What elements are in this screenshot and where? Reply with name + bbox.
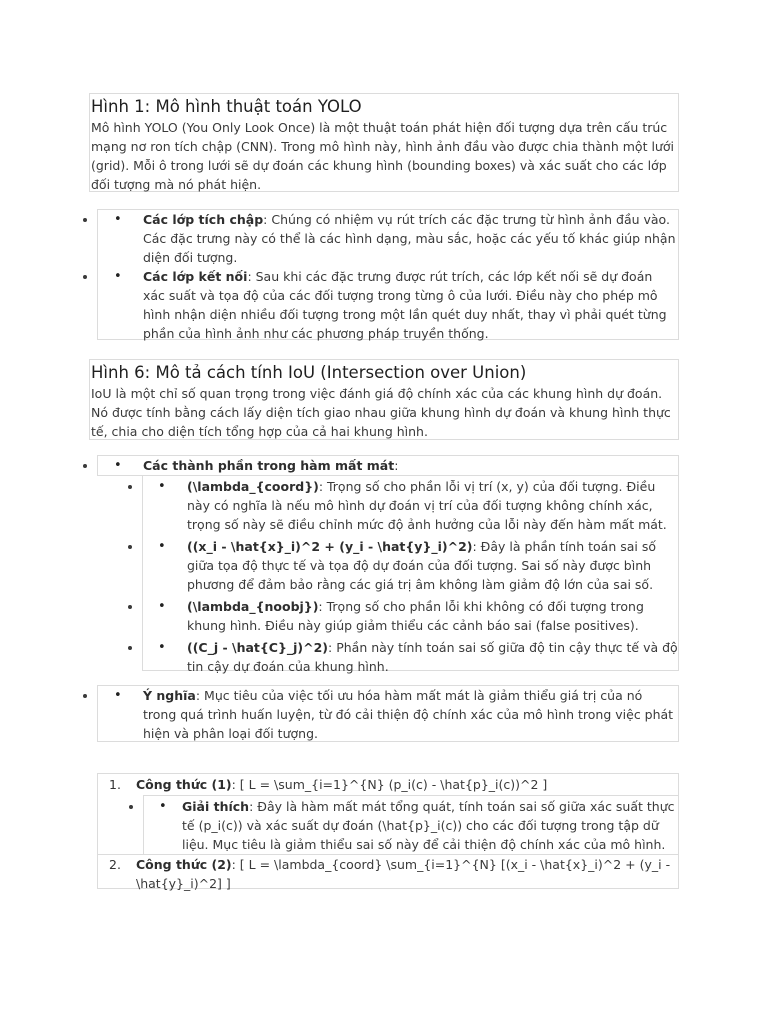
bullet-term: Giải thích [182,799,250,814]
yolo-layers-list [98,210,678,343]
list-item [98,456,678,475]
formula-item [98,855,678,893]
bullet-term: (\lambda_{coord}) [187,479,319,494]
formula-item [98,775,678,794]
meaning-block [97,685,679,742]
list-item [144,797,678,854]
list-item [98,267,678,343]
loss-components-sublist-block [142,475,679,674]
formula-explanation-list [144,797,678,854]
formula-term: Công thức (2) [136,857,232,872]
formula-list [98,775,678,794]
bullet-term: (\lambda_{noobj}) [187,599,319,614]
loss-components-block [97,455,679,476]
list-item [98,210,678,267]
section-heading-yolo: Hình 1: Mô hình thuật toán YOLO [91,97,362,116]
bullet-text: : Đây là hàm mất mát tổng quát, tính toán sai số giữa xác suất thực tế (p_i(c)) và xác suất dự đoán (\hat{p}_i(c)) cho các đối tượng trong tập dữ liệu. Mục tiêu là giảm thiểu sai số này để cải thiện độ chính xác của mô hình. [182,799,675,852]
bullet-term: Các lớp tích chập [143,212,264,227]
yolo-layers-list-block [97,209,679,340]
section-heading-iou: Hình 6: Mô tả cách tính IoU (Intersection over Union) [91,363,527,382]
formula-list-continued [98,854,678,893]
formula-list-block [97,773,679,889]
bullet-term: ((x_i - \hat{x}_i)^2 + (y_i - \hat{y}_i)^2) [187,539,473,554]
loss-components-list [98,456,678,475]
bullet-text: : Chúng có nhiệm vụ rút trích các đặc trưng từ hình ảnh đầu vào. Các đặc trưng này có thể là các hình dạng, màu sắc, hoặc các yếu tố khác giúp nhận diện đối tượng. [143,212,676,265]
list-item [143,638,678,676]
bullet-term: Ý nghĩa [143,688,196,703]
formula-text: : [ L = \sum_{i=1}^{N} (p_i(c) - \hat{p}_i(c))^2 ] [231,777,548,792]
bullet-text: : Mục tiêu của việc tối ưu hóa hàm mất mát là giảm thiểu giá trị của nó trong quá trình huấn luyện, từ đó cải thiện độ chính xác của mô hình trong việc phát hiện và phân loại đối tượng. [143,688,674,741]
list-item [98,686,678,743]
bullet-text: : Trọng số cho phần lỗi khi không có đối tượng trong khung hình. Điều này giúp giảm thiểu các cảnh báo sai (false positives). [187,599,644,633]
iou-intro-paragraph: IoU là một chỉ số quan trọng trong việc đánh giá độ chính xác của các khung hình dự đoán. Nó được tính bằng cách lấy diện tích giao nhau giữa khung hình dự đoán và khung hình thực tế, chia cho diện tích tổng hợp của cả hai khung hình. [91,386,671,439]
formula-term: Công thức (1) [136,777,232,792]
meaning-list [98,686,678,743]
yolo-intro-block [89,93,679,192]
formula-number: 1. [109,777,121,792]
formula-explanation-block [143,795,678,854]
iou-intro-block [89,359,679,440]
list-item [143,537,678,594]
bullet-text: : Đây là phần tính toán sai số giữa tọa độ thực tế và tọa độ dự đoán của đối tượng. Sai số này được bình phương để đảm bảo rằng các giá trị âm không làm giảm độ lớn của sai số. [187,539,656,592]
bullet-term: Các thành phần trong hàm mất mát [143,458,395,473]
formula-text: : [ L = \lambda_{coord} \sum_{i=1}^{N} [(x_i - \hat{x}_i)^2 + (y_i - \hat{y}_i)^2] ] [136,857,671,891]
bullet-text: : Sau khi các đặc trưng được rút trích, các lớp kết nối sẽ dự đoán xác suất và tọa độ của các đối tượng trong từng ô của lưới. Điều này cho phép mô hình nhận diện nhiều đối tượng trong một lần quét duy nhất, thay vì phải quét từng phần của hình ảnh như các phương pháp truyền thống. [143,269,667,341]
bullet-text: : Trọng số cho phần lỗi vị trí (x, y) của đối tượng. Điều này có nghĩa là nếu mô hình dự đoán vị trí của đối tượng không chính xác, trọng số này sẽ điều chỉnh mức độ ảnh hưởng của lỗi này đến hàm mất mát. [187,479,667,532]
loss-components-sublist [143,477,678,676]
list-item [143,477,678,534]
bullet-text: : Phần này tính toán sai số giữa độ tin cậy thực tế và độ tin cậy dự đoán của khung hình. [187,640,678,674]
bullet-term: ((C_j - \hat{C}_j)^2) [187,640,329,655]
yolo-intro-paragraph: Mô hình YOLO (You Only Look Once) là một thuật toán phát hiện đối tượng dựa trên cấu trúc mạng nơ ron tích chập (CNN). Trong mô hình này, hình ảnh đầu vào được chia thành một lưới (grid). Mỗi ô trong lưới sẽ dự đoán các khung hình (bounding boxes) và xác suất cho các lớp đối tượng mà nó phát hiện. [91,120,674,192]
list-item [143,597,678,635]
bullet-term: Các lớp kết nối [143,269,248,284]
bullet-text: : [394,458,399,473]
formula-number: 2. [109,857,121,872]
